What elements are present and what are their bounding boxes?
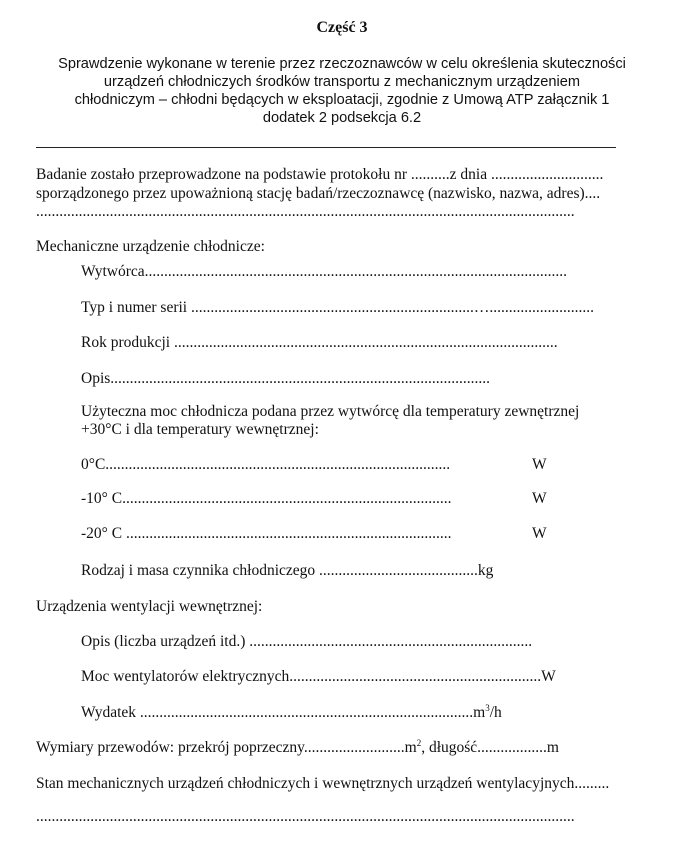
production-year-field: Rok produkcji ...................................................................................................: [81, 334, 558, 351]
temp-minus10-unit: W: [532, 490, 547, 507]
manufacturer-field: Wytwórca.............................................................................................................: [81, 263, 567, 280]
output-label: Wydatek ......................................................................................m: [81, 704, 486, 721]
subtitle-line: chłodniczym – chłodni będących w eksploatacji, zgodnie z Umową ATP załącznik 1: [74, 92, 610, 108]
subtitle-line: Sprawdzenie wykonane w terenie przez rzeczoznawców w celu określenia skuteczności: [58, 56, 626, 72]
output-unit-suffix: /h: [489, 704, 502, 721]
description-field: Opis..................................................................................................: [81, 370, 491, 387]
section-subtitle: [40, 55, 644, 127]
subtitle-line: dodatek 2 podsekcja 6.2: [262, 110, 422, 126]
ventilation-description-field: Opis (liczba urządzeń itd.) .........................................................................: [81, 633, 533, 650]
temp-minus20-unit: W: [532, 525, 547, 542]
section-title: Część 3: [316, 19, 368, 36]
duct-dimensions-field: [36, 739, 559, 757]
duct-length: , długość..................m: [421, 739, 559, 756]
output-field: [81, 704, 502, 722]
capacity-text-1: Użyteczna moc chłodnicza podana przez wytwórcę dla temperatury zewnętrznej: [81, 403, 580, 420]
temp-0-unit: W: [532, 456, 547, 473]
condition-line-2: ...........................................................................................................................................: [36, 808, 575, 825]
output-exponent: 3: [485, 703, 490, 713]
intro-line-3: ...........................................................................................................................................: [36, 203, 575, 220]
condition-line-1: Stan mechanicznych urządzeń chłodniczych i wewnętrznych urządzeń wentylacyjnych.........: [36, 775, 610, 792]
intro-line-2: sporządzonego przez upoważnioną stację badań/rzeczoznawcę (nazwisko, nazwa, adres)....: [36, 185, 601, 202]
duct-exponent: 2: [416, 738, 422, 748]
fan-power-field: Moc wentylatorów elektrycznych.................................................................W: [81, 668, 556, 685]
horizontal-rule: [36, 147, 616, 148]
temp-minus10-field: -10° C.....................................................................................: [81, 490, 452, 507]
temp-minus20-field: -20° C ....................................................................................: [81, 525, 452, 542]
temp-0-field: 0°C.........................................................................................: [81, 456, 451, 473]
intro-line-1: Badanie zostało przeprowadzone na podstawie protokołu nr ..........z dnia .............................: [36, 166, 604, 183]
ventilation-heading: Urządzenia wentylacji wewnętrznej:: [36, 598, 263, 615]
duct-cross-section: Wymiary przewodów: przekrój poprzeczny..........................m: [36, 739, 417, 756]
subtitle-line: urządzeń chłodniczych środków transportu z mechanicznym urządzeniem: [103, 74, 581, 90]
type-serial-field: Typ i numer serii .........................................................................…...........................: [81, 299, 594, 316]
mechanical-heading: Mechaniczne urządzenie chłodnicze:: [36, 238, 265, 255]
refrigerant-field: Rodzaj i masa czynnika chłodniczego .........................................kg: [81, 562, 494, 579]
capacity-text-2: +30°C i dla temperatury wewnętrznej:: [81, 421, 319, 438]
